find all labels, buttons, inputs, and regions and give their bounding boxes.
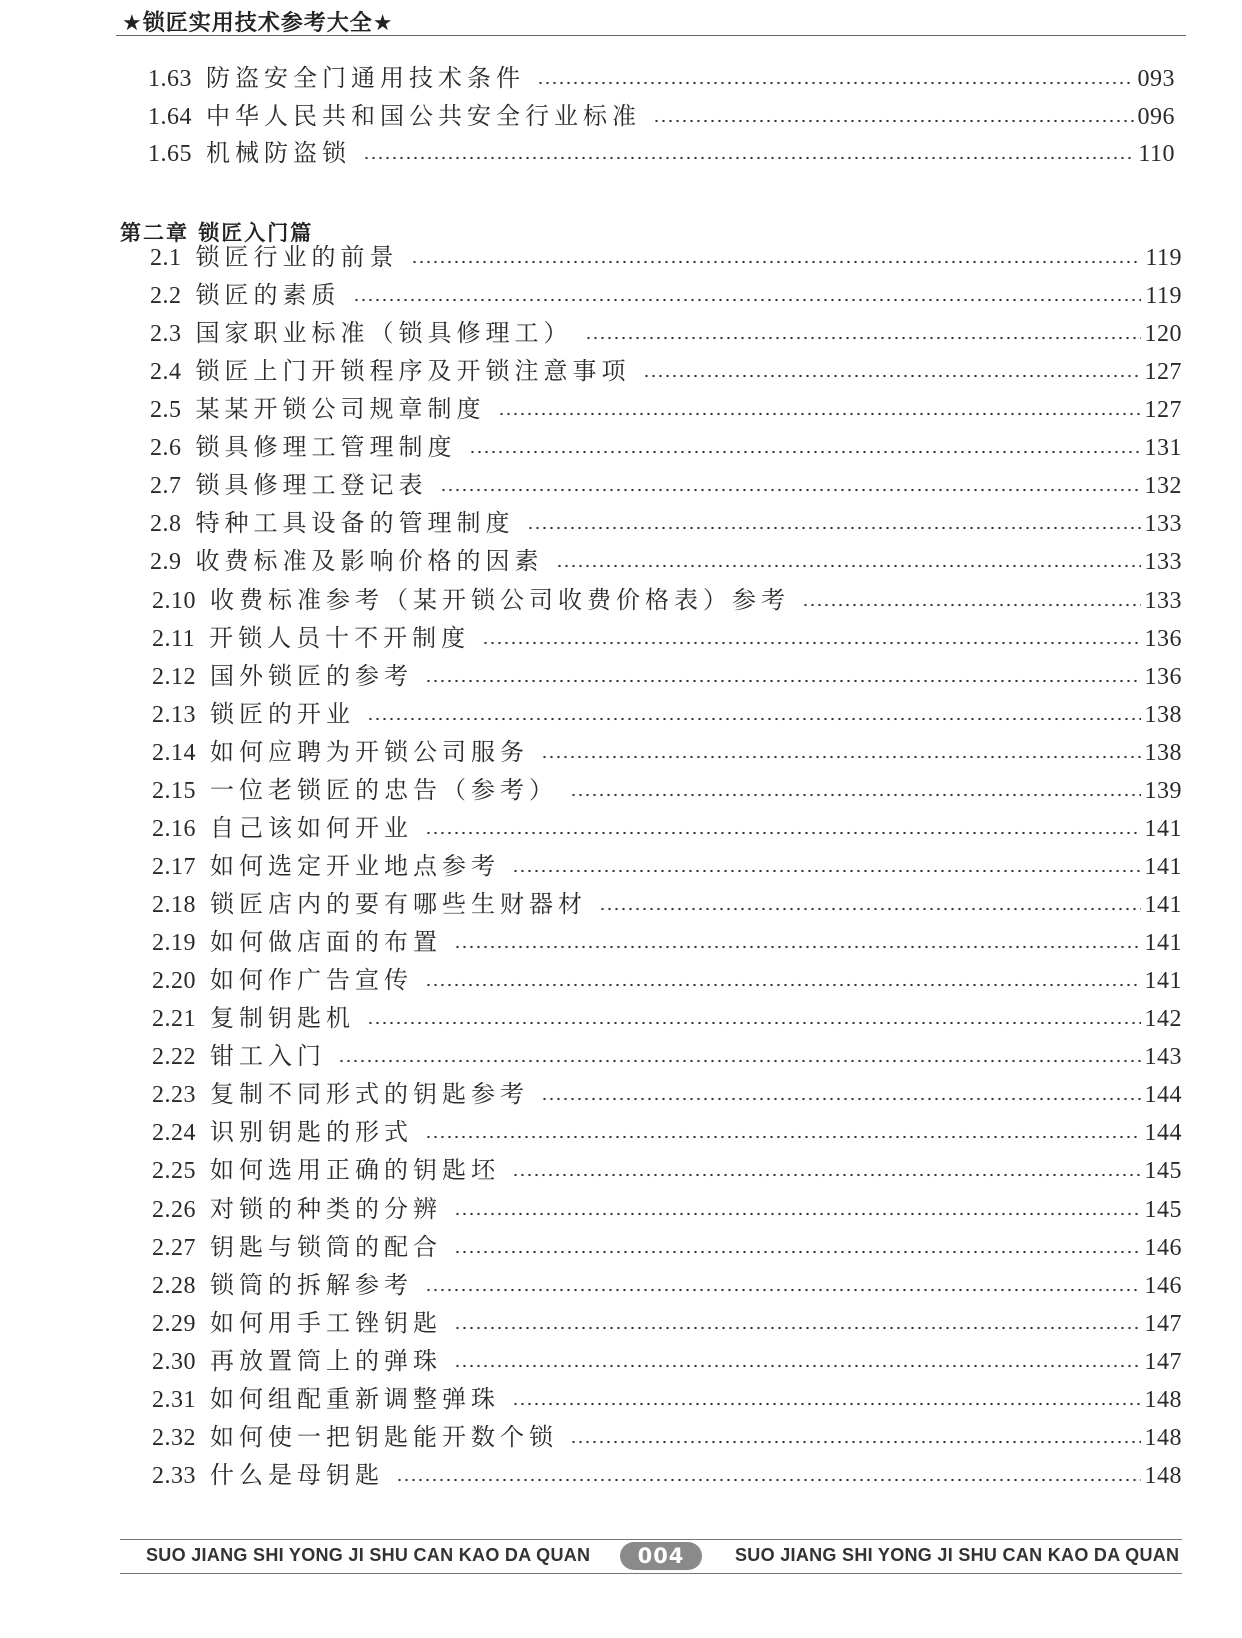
dot-leader: [541, 1096, 1141, 1102]
toc-entry: [150, 506, 1182, 540]
dot-leader: [541, 754, 1141, 760]
toc-entry-number: 2.33: [152, 1463, 196, 1489]
dot-leader: [411, 259, 1142, 265]
toc-entry-page: 127: [1144, 359, 1182, 385]
toc-entry-number: 1.65: [148, 141, 192, 167]
dot-leader: [653, 118, 1134, 124]
toc-entry-title: 锁筒的拆解参考: [210, 1271, 413, 1299]
toc-entry-number: 2.23: [152, 1082, 196, 1108]
toc-entry-number: 2.5: [150, 397, 182, 423]
footer-divider-top: [120, 1539, 1182, 1540]
toc-entry-number: 2.14: [152, 740, 196, 766]
toc-entry: [150, 544, 1182, 578]
toc-entry-page: 141: [1144, 816, 1182, 842]
dot-leader: [363, 155, 1134, 161]
toc-entry-title: 钥匙与锁筒的配合: [210, 1233, 442, 1261]
toc-entry: [150, 278, 1182, 312]
dot-leader: [425, 830, 1141, 836]
footer-divider-bottom: [120, 1573, 1182, 1574]
dot-leader: [802, 602, 1141, 608]
toc-entry-page: 120: [1144, 321, 1182, 347]
toc-entry-number: 2.12: [152, 664, 196, 690]
page-number-badge: 004: [620, 1542, 702, 1570]
toc-entry-title: 如何应聘为开锁公司服务: [210, 738, 529, 766]
dot-leader: [570, 792, 1141, 798]
toc-entry-number: 2.16: [152, 816, 196, 842]
toc-entry-number: 2.9: [150, 549, 182, 575]
toc-entry-title: 如何选用正确的钥匙坯: [210, 1156, 500, 1184]
toc-entry-title: 自己该如何开业: [210, 814, 413, 842]
toc-entry-title: 对锁的种类的分辨: [210, 1195, 442, 1223]
toc-entry-page: 142: [1144, 1006, 1182, 1032]
toc-entry-number: 1.64: [148, 104, 192, 130]
dot-leader: [425, 982, 1141, 988]
toc-entry-page: 144: [1144, 1082, 1182, 1108]
toc-entry: [152, 621, 1182, 655]
footer-left-text: SUO JIANG SHI YONG JI SHU CAN KAO DA QUAN: [146, 1545, 591, 1565]
toc-entry-page: 136: [1144, 664, 1182, 690]
toc-entry-number: 2.10: [152, 588, 196, 614]
toc-entry-title: 机械防盗锁: [206, 139, 351, 167]
toc-entry-page: 132: [1144, 473, 1182, 499]
toc-entry-title: 什么是母钥匙: [210, 1461, 384, 1489]
toc-entry: [152, 659, 1182, 693]
toc-entry-title: 开锁人员十不开制度: [209, 624, 471, 652]
dot-leader: [454, 1363, 1141, 1369]
toc-entry-page: 133: [1144, 549, 1182, 575]
toc-entry-title: 锁匠店内的要有哪些生财器材: [210, 890, 587, 918]
toc-entry-number: 2.20: [152, 968, 196, 994]
dot-leader: [425, 678, 1141, 684]
toc-entry: [152, 849, 1182, 883]
running-header-title: ★锁匠实用技术参考大全★: [122, 11, 394, 36]
toc-entry-number: 2.18: [152, 892, 196, 918]
dot-leader: [570, 1439, 1141, 1445]
toc-entry-page: 096: [1137, 104, 1175, 130]
toc-entry-number: 2.17: [152, 854, 196, 880]
toc-entry-number: 2.27: [152, 1235, 196, 1261]
toc-entry-number: 2.29: [152, 1311, 196, 1337]
dot-leader: [454, 1325, 1141, 1331]
toc-entry-title: 特种工具设备的管理制度: [195, 509, 515, 537]
toc-entry: [152, 773, 1182, 807]
dot-leader: [482, 640, 1140, 646]
toc-entry-page: 148: [1144, 1463, 1182, 1489]
toc-entry-page: 147: [1144, 1311, 1182, 1337]
dot-leader: [512, 868, 1141, 874]
dot-leader: [469, 449, 1141, 455]
toc-entry: [152, 735, 1182, 769]
toc-entry: [148, 61, 1175, 95]
toc-entry-page: 143: [1144, 1044, 1182, 1070]
toc-entry: [152, 1230, 1182, 1264]
toc-entry-title: 复制钥匙机: [210, 1004, 355, 1032]
toc-entry-title: 防盗安全门通用技术条件: [206, 64, 525, 92]
toc-entry-page: 141: [1144, 892, 1182, 918]
toc-entry-number: 2.15: [152, 778, 196, 804]
toc-entry: [152, 1001, 1182, 1035]
toc-entry: [152, 1268, 1182, 1302]
toc-entry: [152, 1077, 1182, 1111]
toc-entry-number: 2.13: [152, 702, 196, 728]
toc-entry-page: 119: [1145, 245, 1182, 271]
toc-entry-title: 再放置筒上的弹珠: [210, 1347, 442, 1375]
toc-entry-page: 148: [1144, 1425, 1182, 1451]
toc-entry-page: 146: [1144, 1235, 1182, 1261]
dot-leader: [498, 411, 1141, 417]
toc-entry-title: 钳工入门: [210, 1042, 326, 1070]
toc-entry: [152, 811, 1182, 845]
toc-entry-number: 2.6: [150, 435, 182, 461]
toc-entry-title: 锁匠行业的前景: [195, 243, 399, 271]
toc-entry-title: 如何组配重新调整弹珠: [210, 1385, 500, 1413]
dot-leader: [599, 906, 1141, 912]
toc-entry-number: 2.25: [152, 1158, 196, 1184]
dot-leader: [396, 1477, 1141, 1483]
toc-entry: [152, 1153, 1182, 1187]
toc-entry: [152, 1039, 1182, 1073]
toc-entry-title: 某某开锁公司规章制度: [195, 395, 486, 423]
toc-entry-page: 119: [1145, 283, 1182, 309]
dot-leader: [585, 335, 1141, 341]
toc-entry-page: 144: [1144, 1120, 1182, 1146]
dot-leader: [425, 1134, 1141, 1140]
toc-entry-number: 2.4: [150, 359, 182, 385]
dot-leader: [512, 1401, 1141, 1407]
toc-entry-title: 锁具修理工管理制度: [195, 433, 457, 461]
dot-leader: [454, 1211, 1141, 1217]
dot-leader: [537, 80, 1134, 86]
toc-entry-title: 锁具修理工登记表: [195, 471, 428, 499]
toc-entry-page: 133: [1144, 588, 1182, 614]
toc-entry: [150, 354, 1182, 388]
toc-entry-page: 110: [1138, 141, 1175, 167]
toc-entry: [152, 925, 1182, 959]
toc-entry-title: 锁匠的素质: [195, 281, 341, 309]
chapter-heading: 第二章 锁匠入门篇: [120, 221, 314, 245]
toc-entry: [150, 392, 1182, 426]
dot-leader: [454, 1249, 1141, 1255]
toc-entry-page: 146: [1144, 1273, 1182, 1299]
toc-entry-page: 145: [1144, 1158, 1182, 1184]
toc-entry-page: 138: [1144, 740, 1182, 766]
toc-entry: [152, 887, 1182, 921]
toc-entry-page: 136: [1144, 626, 1182, 652]
dot-leader: [556, 563, 1141, 569]
toc-entry-title: 锁匠的开业: [210, 700, 355, 728]
toc-entry-page: 147: [1144, 1349, 1182, 1375]
toc-entry-title: 国外锁匠的参考: [210, 662, 413, 690]
dot-leader: [353, 297, 1142, 303]
toc-entry-title: 如何选定开业地点参考: [210, 852, 500, 880]
toc-entry-page: 141: [1144, 930, 1182, 956]
toc-entry-number: 2.2: [150, 283, 182, 309]
dot-leader: [643, 373, 1141, 379]
toc-entry-number: 2.11: [152, 626, 196, 652]
toc-entry-title: 一位老锁匠的忠告（参考）: [210, 776, 558, 804]
toc-entry-page: 138: [1144, 702, 1182, 728]
toc-entry: [152, 1192, 1182, 1226]
toc-entry-number: 1.63: [148, 66, 192, 92]
toc-entry-page: 133: [1144, 511, 1182, 537]
toc-entry-number: 2.26: [152, 1197, 196, 1223]
toc-entry-title: 国家职业标准（锁具修理工）: [195, 319, 573, 347]
toc-entry-number: 2.8: [150, 511, 182, 537]
toc-entry: [152, 1344, 1182, 1378]
toc-entry-title: 如何作广告宣传: [210, 966, 413, 994]
toc-entry-number: 2.7: [150, 473, 182, 499]
toc-entry-title: 锁匠上门开锁程序及开锁注意事项: [195, 357, 631, 385]
toc-entry-title: 中华人民共和国公共安全行业标准: [206, 102, 641, 130]
toc-entry-page: 145: [1144, 1197, 1182, 1223]
toc-entry-number: 2.24: [152, 1120, 196, 1146]
toc-entry: [152, 1306, 1182, 1340]
header-divider: [116, 35, 1186, 36]
dot-leader: [454, 944, 1141, 950]
toc-entry-page: 131: [1144, 435, 1182, 461]
toc-entry: [152, 963, 1182, 997]
toc-entry: [152, 1420, 1182, 1454]
toc-entry-number: 2.28: [152, 1273, 196, 1299]
toc-entry-number: 2.22: [152, 1044, 196, 1070]
dot-leader: [367, 1020, 1141, 1026]
toc-entry: [152, 1382, 1182, 1416]
toc-entry-title: 收费标准参考（某开锁公司收费价格表）参考: [210, 586, 790, 614]
dot-leader: [367, 716, 1141, 722]
toc-entry: [148, 99, 1175, 133]
dot-leader: [527, 525, 1141, 531]
toc-entry-number: 2.19: [152, 930, 196, 956]
toc-entry: [152, 1458, 1182, 1492]
toc-entry-title: 如何使一把钥匙能开数个锁: [210, 1423, 558, 1451]
dot-leader: [440, 487, 1141, 493]
toc-entry: [152, 697, 1182, 731]
toc-entry: [150, 468, 1182, 502]
toc-entry-number: 2.32: [152, 1425, 196, 1451]
toc-entry-page: 093: [1137, 66, 1175, 92]
dot-leader: [338, 1058, 1141, 1064]
toc-entry-number: 2.30: [152, 1349, 196, 1375]
toc-entry-page: 141: [1144, 968, 1182, 994]
toc-entry-page: 139: [1144, 778, 1182, 804]
toc-entry-number: 2.31: [152, 1387, 196, 1413]
toc-entry: [152, 1115, 1182, 1149]
toc-entry-page: 141: [1144, 854, 1182, 880]
dot-leader: [512, 1172, 1141, 1178]
toc-entry-page: 127: [1144, 397, 1182, 423]
toc-entry-title: 复制不同形式的钥匙参考: [210, 1080, 529, 1108]
toc-entry: [148, 136, 1175, 170]
toc-entry-number: 2.3: [150, 321, 182, 347]
toc-entry-title: 识别钥匙的形式: [210, 1118, 413, 1146]
toc-entry-page: 148: [1144, 1387, 1182, 1413]
toc-entry-title: 如何用手工锉钥匙: [210, 1309, 442, 1337]
footer-right-text: SUO JIANG SHI YONG JI SHU CAN KAO DA QUAN: [735, 1545, 1180, 1565]
dot-leader: [425, 1287, 1141, 1293]
toc-entry: [150, 316, 1182, 350]
toc-entry: [150, 430, 1182, 464]
toc-entry-number: 2.21: [152, 1006, 196, 1032]
toc-entry: [152, 583, 1182, 617]
toc-entry-number: 2.1: [150, 245, 182, 271]
toc-entry-title: 收费标准及影响价格的因素: [195, 547, 544, 575]
toc-entry-title: 如何做店面的布置: [210, 928, 442, 956]
